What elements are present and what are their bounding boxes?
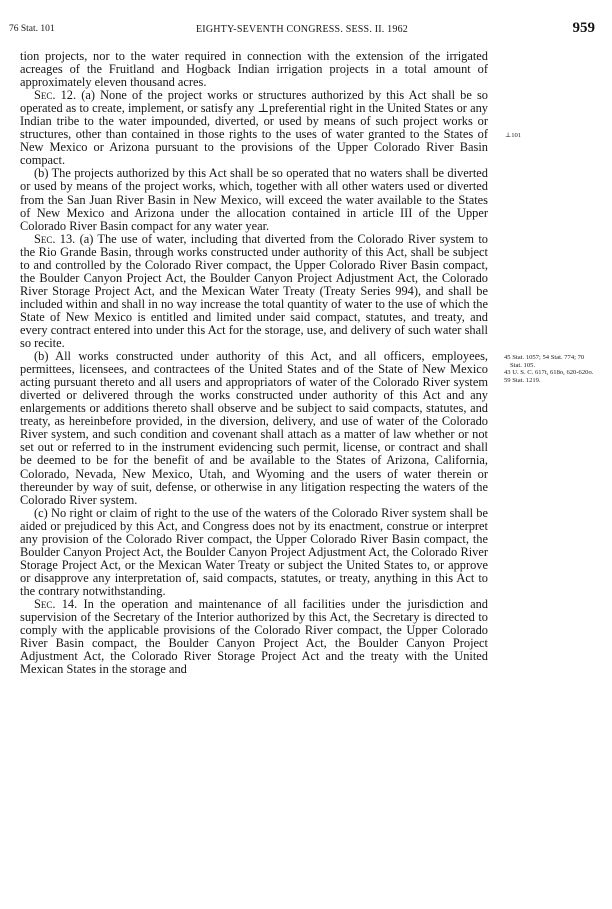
paragraph-text: (b) The projects authorized by this Act shall be so operated that no waters shall be diverted or used by means of the project works, which, together with all other waters used or diverted from the San Juan River Basin in New Mexico, will exceed the water available to the States of New Mexico and Arizona under the allocation contained in article III of the Upper Colorado River Basin compact for any water year.	[20, 166, 488, 233]
margin-citation: 45 Stat. 1057; 54 Stat. 774; 70 Stat. 105.	[504, 354, 585, 369]
section-heading: Sec. 12.	[34, 88, 77, 103]
margin-note-citations	[504, 354, 596, 384]
paragraph-text: (b) All works constructed under authority of this Act, and all officers, employees, permittees, licensees, and contractees of the United States and of the State of New Mexico acting pursuant thereto and all users and appropriators of water of the Colorado River system diverted or delivered through the works constructed under authority of this Act and any enlargements or additions thereto shall observe and be subject to said compacts, statutes, and treaty, as hereinbefore provided, in the diversion, delivery, and use of water of the Colorado River system, and such condition and covenant shall attach as a matter of law whether or not set out or referred to in the instrument evidencing such permit, license, or contract and shall be deemed to be for the benefit of and be available to the States of Arizona, California, Colorado, Nevada, New Mexico, Utah, and Wyoming and the users of water therein or thereunder by way of suit, defense, or otherwise in any litigation respecting the waters of the Colorado River system.	[20, 349, 488, 507]
paragraph-sec-13a	[20, 233, 488, 350]
section-heading: Sec. 13.	[34, 231, 76, 246]
section-heading: Sec. 14.	[34, 596, 78, 611]
paragraph-text: (a) None of the project works or structures authorized by this Act shall be so operated as to create, implement, or satisfy any ⊥preferential right in the United States or any Indian tribe to the water impounded, diverted, or used by means of such project works or structures, other than contained in those rights to the uses of water granted to the States of New Mexico or Arizona pursuant to the provisions of the Upper Colorado River Basin compact.	[20, 88, 489, 168]
paragraph-sec-14	[20, 598, 488, 676]
paragraph-sec-13b	[20, 350, 488, 507]
margin-citation: 43 U. S. C. 617t, 618o, 620-620o.	[504, 369, 594, 377]
paragraph-sec-12a	[20, 89, 488, 167]
paragraph-text: tion projects, nor to the water required in connection with the extension of the irrigated acreages of the Fruitland and Hogback Indian irrigation projects in a total amount of approximately eleven thousand acres.	[20, 49, 488, 90]
page-header	[9, 20, 595, 40]
paragraph-text: (a) The use of water, including that diverted from the Colorado River system to the Rio Grande Basin, through works constructed under authority of this Act, shall be subject to and controlled by the Colorado River compact, the Upper Colorado River Basin compact, the Boulder Canyon Project Act, the Boulder Canyon Project Adjustment Act, the Colorado River Storage Project Act, and the Mexican Water Treaty (Treaty Series 994), and shall be included within and shall in no way increase the total quantity of water to the use of which the State of New Mexico is entitled and limited under said compact, statutes, and treaty, and every contract entered into under this Act for the storage, use, and delivery of such water shall so recite.	[20, 231, 488, 351]
paragraph-sec-13c	[20, 507, 488, 598]
paragraph-text: In the operation and maintenance of all facilities under the jurisdiction and supervision of the Secretary of the Interior authorized by this Act, the Secretary is directed to comply with the applicable provisions of the Colorado River compact, the Upper Colorado River Basin compact, the Boulder Canyon Project Act, the Boulder Canyon Project Adjustment Act, the Colorado River Storage Project Act and the treaty with the United Mexican States in the storage and	[20, 596, 489, 677]
running-head: EIGHTY-SEVENTH CONGRESS. SESS. II. 1962	[196, 24, 408, 35]
margin-citation: 59 Stat. 1219.	[504, 376, 541, 384]
paragraph-continuation	[20, 50, 488, 89]
page-number: 959	[572, 20, 595, 36]
paragraph-text: (c) No right or claim of right to the use of the waters of the Colorado River system shall be aided or prejudiced by this Act, and Congress does not by its enactment, construe or interpret any provision of the Colorado River compact, the Upper Colorado River Basin compact, the Boulder Canyon Project Act, the Boulder Canyon Project Adjustment Act, the Colorado River Storage Project Act, or the Mexican Water Treaty or subject the United States to, or approve or disapprove any interpretation of, said compacts, statutes, or treaty, anything in this Act to the contrary notwithstanding.	[20, 505, 488, 598]
margin-note-page-ref: ⊥101	[505, 132, 522, 139]
body-text	[20, 50, 488, 676]
statute-citation: 76 Stat. 101	[9, 24, 55, 34]
paragraph-sec-12b	[20, 167, 488, 232]
